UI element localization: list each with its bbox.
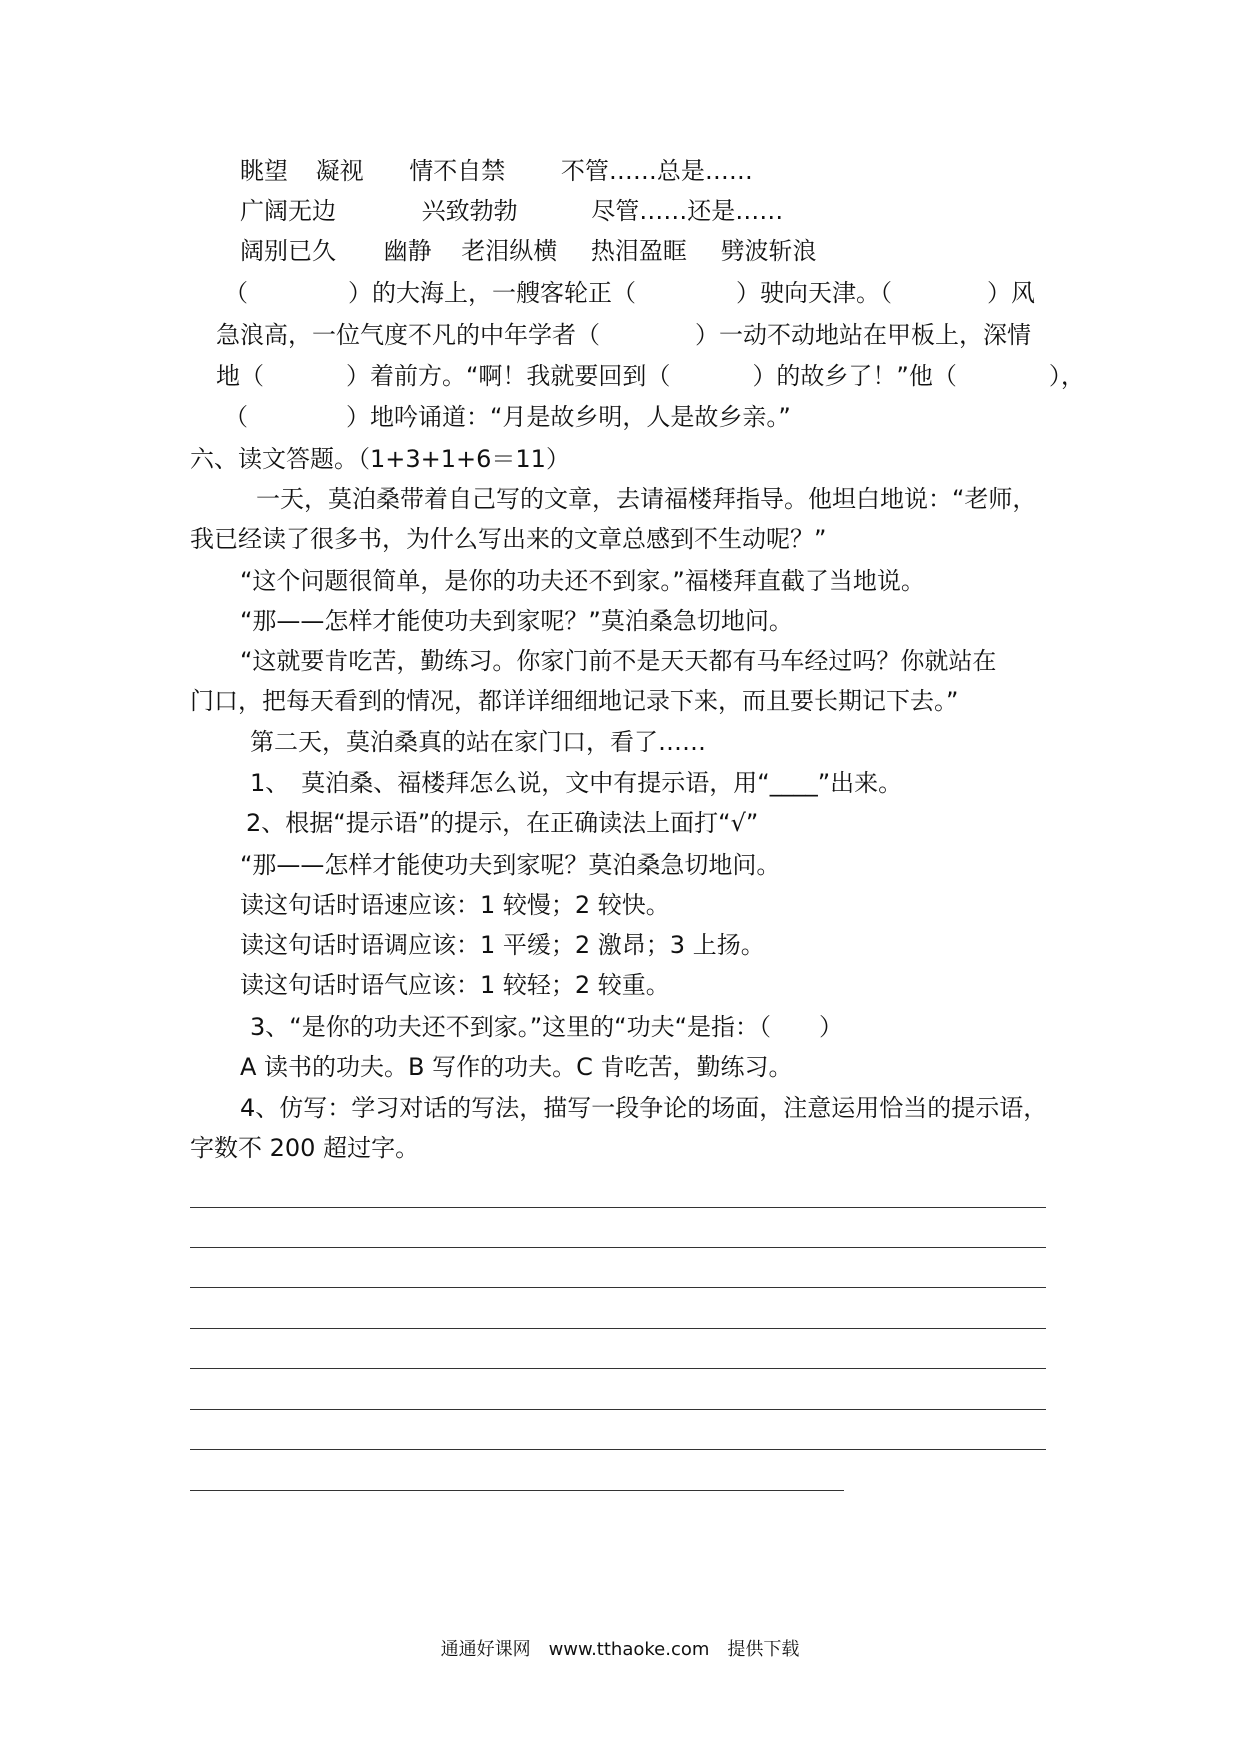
word: 广阔无边 (240, 197, 336, 225)
answer-line[interactable] (190, 1207, 1046, 1208)
passage-line: “这个问题很简单，是你的功夫还不到家。”福楼拜直截了当地说。 (240, 567, 925, 595)
cloze-line-3 (216, 361, 1085, 391)
cloze-text: ）驶向天津。（ (736, 279, 892, 307)
cloze-line-1 (224, 278, 1064, 308)
question-3-options: A 读书的功夫。B 写作的功夫。C 肯吃苦，勤练习。 (240, 1053, 793, 1081)
answer-line[interactable] (190, 1449, 1046, 1450)
question-2-tone: 读这句话时语调应该：1 平缓；2 激昂；3 上扬。 (240, 931, 765, 959)
word: 尽管……还是…… (591, 197, 784, 225)
word: 劈波斩浪 (720, 237, 817, 265)
cloze-text: ）一动不动地站在甲板上，深情 (695, 321, 1031, 349)
word: 老泪纵横 (461, 237, 558, 265)
cloze-text: ）， (1048, 362, 1085, 390)
question-3: 3、“是你的功夫还不到家。”这里的“功夫“是指：（ ） (250, 1013, 844, 1041)
question-2: 2、根据“提示语”的提示，在正确读法上面打“√” (246, 809, 759, 837)
passage-line: “这就要肯吃苦，勤练习。你家门前不是天天都有马车经过吗？你就站在 (240, 647, 997, 675)
word-bank-row-2 (240, 196, 783, 226)
question-1: 1、 莫泊桑、福楼拜怎么说，文中有提示语，用“____”出来。 (250, 769, 903, 797)
question-2-mood: 读这句话时语气应该：1 较轻；2 较重。 (240, 971, 670, 999)
word: 热泪盈眶 (590, 237, 687, 265)
passage-line: 我已经读了很多书，为什么写出来的文章总感到不生动呢？” (190, 525, 827, 553)
answer-line[interactable] (190, 1247, 1046, 1248)
passage-line: 第二天，莫泊桑真的站在家门口，看了…… (250, 728, 706, 756)
cloze-text: ）的大海上，一艘客轮正（ (348, 279, 636, 307)
cloze-line-4 (224, 402, 791, 432)
answer-line[interactable] (190, 1328, 1046, 1329)
word: 阔别已久 (240, 237, 336, 265)
cloze-text: （ (224, 403, 248, 431)
passage-line: 一天，莫泊桑带着自己写的文章，去请福楼拜指导。他坦白地说：“老师， (256, 485, 1037, 513)
cloze-line-2 (216, 320, 1031, 350)
cloze-text: ）地吟诵道：“月是故乡明，人是故乡亲。” (346, 403, 791, 431)
cloze-text: ）风 (987, 279, 1035, 307)
word: 幽静 (383, 237, 432, 265)
answer-line[interactable] (190, 1368, 1046, 1369)
word: 凝视 (315, 157, 364, 185)
answer-line[interactable] (190, 1490, 844, 1491)
question-4-cont: 字数不 200 超过字。 (190, 1134, 420, 1162)
word-bank-row-1 (240, 156, 753, 186)
answer-line[interactable] (190, 1409, 1046, 1410)
cloze-text: 地（ (216, 362, 264, 390)
cloze-text: ）的故乡了！”他（ (752, 362, 957, 390)
word: 兴致勃勃 (421, 197, 518, 225)
question-2-speed: 读这句话时语速应该：1 较慢；2 较快。 (240, 891, 670, 919)
passage-line: “那——怎样才能使功夫到家呢？”莫泊桑急切地问。 (240, 607, 793, 635)
word-bank-row-3 (240, 236, 817, 266)
word: 情不自禁 (409, 157, 506, 185)
question-4: 4、仿写：学习对话的写法，描写一段争论的场面，注意运用恰当的提示语， (240, 1094, 1048, 1122)
cloze-text: 急浪高，一位气度不凡的中年学者（ (216, 321, 600, 349)
footer: 通通好课网 www.tthaoke.com 提供下载 (440, 1639, 800, 1660)
word: 眺望 (240, 157, 288, 185)
cloze-text: （ (224, 279, 248, 307)
section-title: 六、读文答题。（1+3+1+6＝11） (190, 445, 570, 473)
cloze-text: ）着前方。“啊！我就要回到（ (346, 362, 671, 390)
question-2-quote: “那——怎样才能使功夫到家呢？莫泊桑急切地问。 (240, 851, 781, 879)
word: 不管……总是…… (560, 157, 753, 185)
answer-line[interactable] (190, 1287, 1046, 1288)
passage-line: 门口，把每天看到的情况，都详详细细地记录下来，而且要长期记下去。” (190, 687, 959, 715)
